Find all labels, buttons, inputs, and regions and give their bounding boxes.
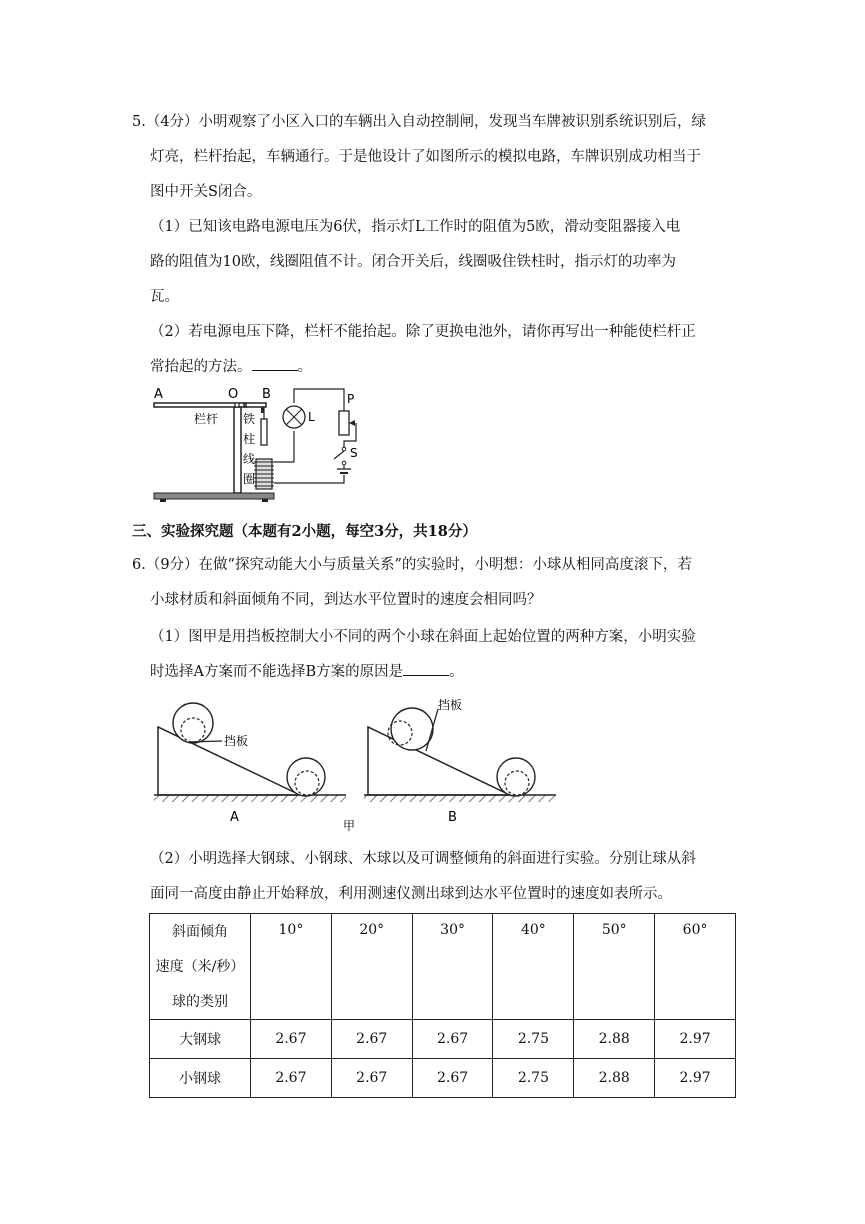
q5-sub1-line2: 路的阻值为10欧，线圈阻值不计。闭合开关后，线圈吸住铁柱时，指示灯的功率为 [150,254,676,270]
q6-line1: 6.（9分）在做“探究动能大小与质量关系”的实验时，小明想：小球从相同高度滚下，若 [132,557,692,573]
board-label-b: 挡板 [438,698,463,712]
q5-sub1-line3: 瓦。 [150,289,179,305]
q5-sub2-end: 。 [297,359,312,375]
board-label-a: 挡板 [224,734,249,748]
table-cell: 2.67 [331,1059,412,1098]
table-cell: 2.67 [251,1020,332,1059]
table-cell: 2.67 [412,1059,493,1098]
header-speed: 速度（米/秒） [155,959,245,975]
table-cell: 2.97 [655,1020,736,1059]
angle-cell: 10° [251,914,332,1020]
scheme-a [154,703,346,802]
label-a: A [154,387,163,402]
label-s: S [350,446,358,460]
q6-sub1-line2 [150,655,742,690]
answer-blank[interactable] [252,352,298,371]
table-cell: 2.67 [251,1059,332,1098]
angle-cell: 60° [655,914,736,1020]
q5-line3: 图中开关S闭合。 [150,184,262,200]
row-name: 小钢球 [150,1059,251,1098]
speed-table [149,913,736,1098]
table-cell: 2.67 [331,1020,412,1059]
table-row [150,1059,736,1098]
table-header-row [150,914,736,1020]
q6-sub1-end: 。 [449,664,464,680]
scheme-b [364,697,556,802]
q5-sub2-line1: （2）若电源电压下降，栏杆不能抬起。除了更换电池外，请你再写出一种能使栏杆正 [150,324,696,340]
angle-cell: 30° [412,914,493,1020]
table-cell: 2.88 [574,1020,655,1059]
angle-cell: 20° [331,914,412,1020]
q5-line1: 5.（4分）小明观察了小区入口的车辆出入自动控制闸，发现当车牌被识别系统识别后，绿 [132,114,707,130]
q6-sub1-line1: （1）图甲是用挡板控制大小不同的两个小球在斜面上起始位置的两种方案，小明实验 [150,629,696,645]
q6-sub1-text: 时选择A方案而不能选择B方案的原因是 [150,664,404,680]
caption-a: A [230,810,239,825]
q6-sub2-line2: 面同一高度由静止开始释放，利用测速仪测出球到达水平位置时的速度如表所示。 [150,886,672,902]
table-cell: 2.67 [412,1020,493,1059]
table-corner-cell [150,914,251,1020]
label-xian: 线 [243,452,256,466]
answer-blank[interactable] [403,657,449,676]
q6-sub2-line1: （2）小明选择大钢球、小钢球、木球以及可调整倾角的斜面进行实验。分别让球从斜 [150,851,696,867]
table-row [150,1020,736,1059]
q5-line2: 灯亮，栏杆抬起，车辆通行。于是他设计了如图所示的模拟电路，车牌识别成功相当于 [150,149,701,165]
caption-b: B [448,810,457,825]
table-cell: 2.75 [493,1020,574,1059]
q5-sub2-line2 [150,350,742,385]
q5-sub1-line1: （1）已知该电路电源电压为6伏，指示灯L工作时的阻值为5欧，滑动变阻器接入电 [150,219,681,235]
angle-cell: 50° [574,914,655,1020]
q5-circuit-figure [148,383,358,505]
label-zhu: 柱 [243,432,256,446]
caption-jia: 甲 [343,819,356,833]
q6-line2: 小球材质和斜面倾角不同，到达水平位置时的速度会相同吗？ [150,592,542,608]
q5-sub2-text: 常抬起的方法。 [150,359,252,375]
label-b: B [262,387,271,402]
header-angle: 斜面倾角 [172,924,228,940]
label-lanGan: 栏杆 [194,412,219,426]
table-cell: 2.88 [574,1059,655,1098]
label-tie: 铁 [243,412,256,426]
table-cell: 2.75 [493,1059,574,1098]
angle-cell: 40° [493,914,574,1020]
header-ball-type: 球的类别 [172,994,228,1010]
q6-incline-figure [150,695,560,837]
label-o: O [228,387,239,402]
label-l: L [308,410,315,424]
row-name: 大钢球 [150,1020,251,1059]
label-quan: 圈 [243,472,256,486]
table-cell: 2.97 [655,1059,736,1098]
section3-title: 三、实验探究题（本题有2小题，每空3分，共18分） [132,523,477,540]
label-p: P [347,392,355,406]
